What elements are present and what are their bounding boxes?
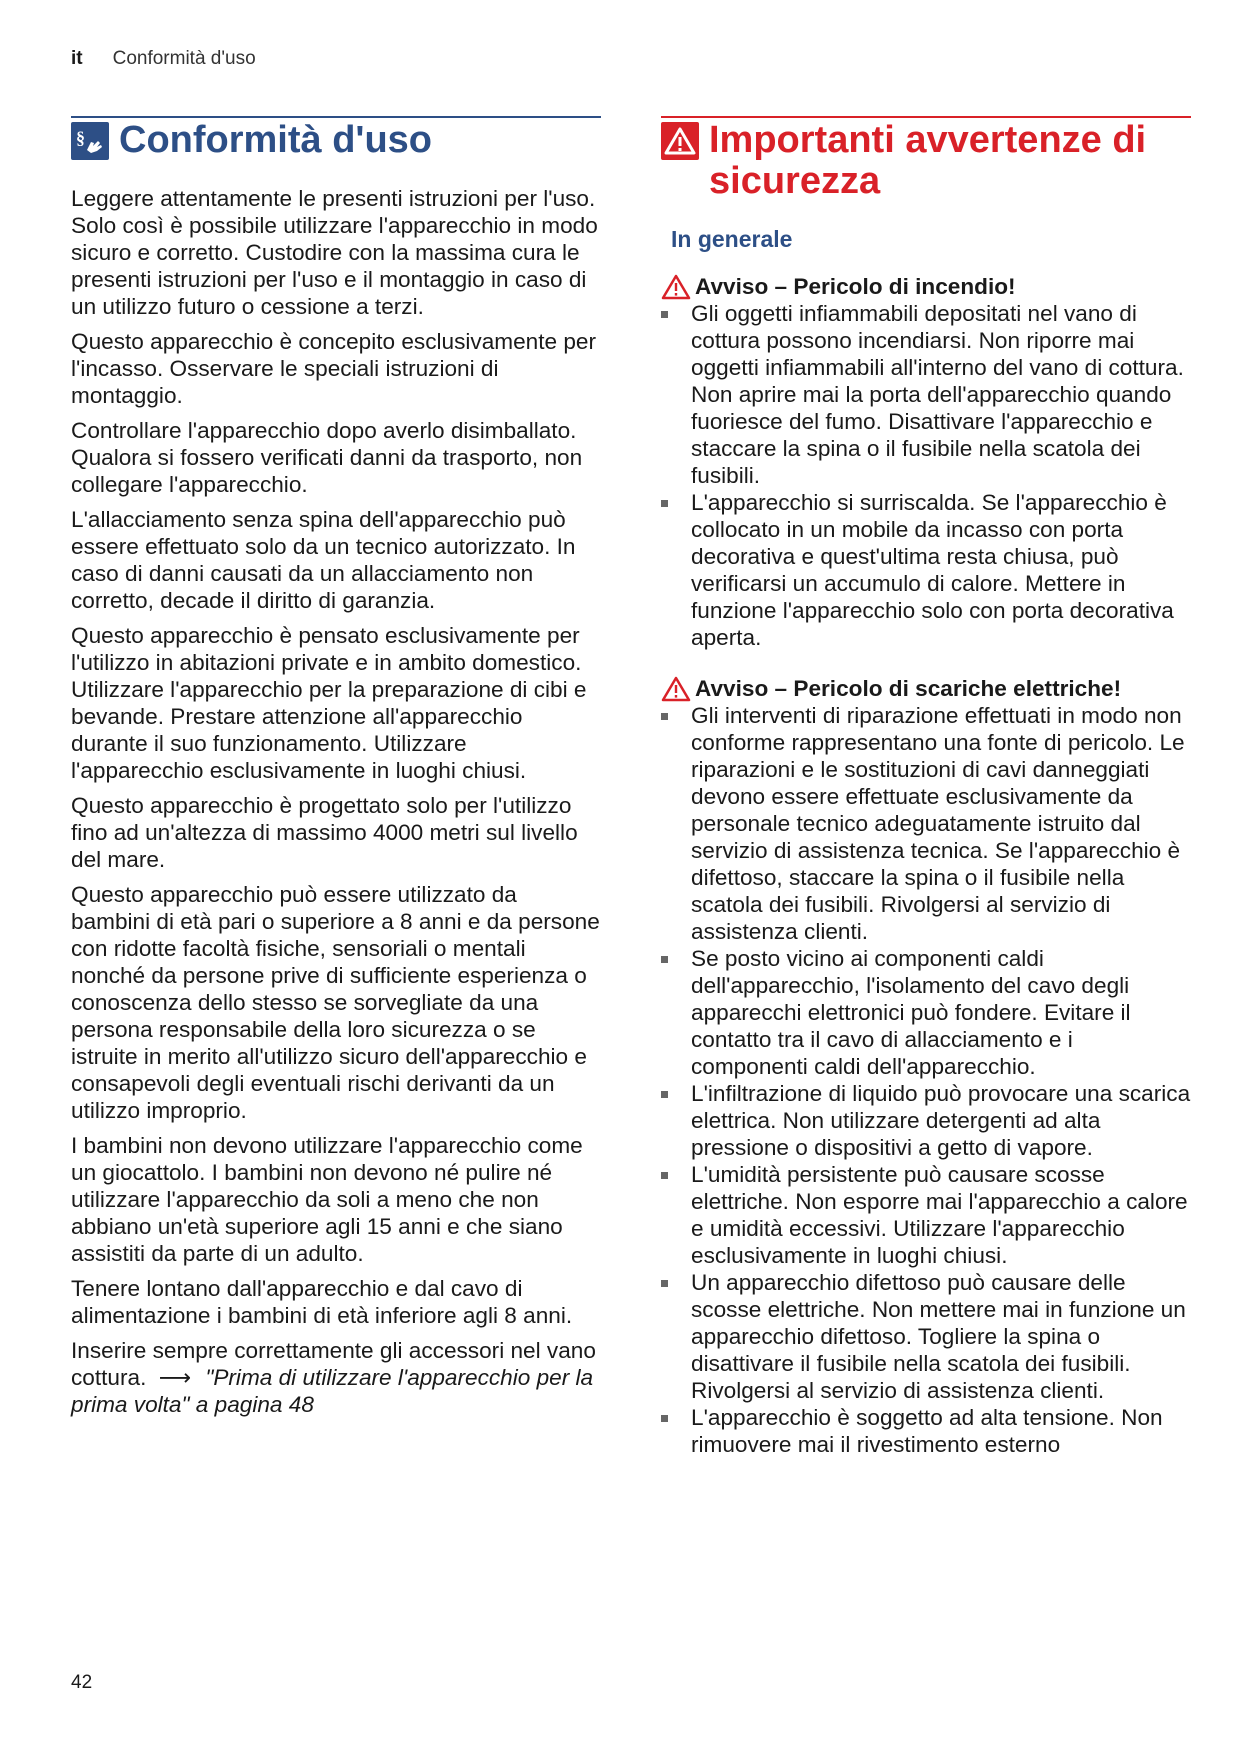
bullet-square-icon	[661, 1280, 668, 1287]
warning-heading	[661, 675, 1191, 702]
list-item: L'apparecchio è soggetto ad alta tensione. Non rimuovere mai il rivestimento esterno	[661, 1404, 1191, 1458]
list-item: Un apparecchio difettoso può causare delle scosse elettriche. Non mettere mai in funzione un apparecchio difettoso. Togliere la spina o disattivare il fusibile nella scatola dei fusibili. Rivolgersi al servizio di assistenza clienti.	[661, 1269, 1191, 1404]
warning-triangle-icon	[661, 274, 691, 300]
page-reference-link[interactable]: "Prima di utilizzare l'apparecchio per la prima volta" a pagina 48	[71, 1365, 594, 1417]
paragraph: L'allacciamento senza spina dell'apparecchio può essere effettuato solo da un tecnico autorizzato. In caso di danni causati da un allacciamento non corretto, decade il diritto di garanzia.	[71, 507, 576, 613]
list-item: Gli interventi di riparazione effettuati in modo non conforme rappresentano una fonte di pericolo. Le riparazioni e le sostituzioni di cavi danneggiati devono essere effettuate esclusivamente da personale tecnico adeguatamente istruito dal servizio di assistenza tecnica. Se l'apparecchio è difettoso, staccare la spina o il fusibile nella scatola dei fusibili. Rivolgersi al servizio di assistenza clienti.	[661, 702, 1191, 945]
list-item: Gli oggetti infiammabili depositati nel vano di cottura possono incendiarsi. Non riporre mai oggetti infiammabili all'interno del vano di cottura. Non aprire mai la porta dell'apparecchio quando fuoriesce del fumo. Disattivare l'apparecchio e staccare la spina o il fusibile nella scatola dei fusibili.	[661, 300, 1191, 489]
list-item: L'apparecchio si surriscalda. Se l'apparecchio è collocato in un mobile da incasso con porta decorativa e quest'ultima resta chiusa, può verificarsi un accumulo di calore. Mettere in funzione l'apparecchio solo con porta decorativa aperta.	[661, 489, 1191, 651]
paragraph: Tenere lontano dall'apparecchio e dal cavo di alimentazione i bambini di età inferiore agli 8 anni.	[71, 1276, 573, 1328]
left-column	[71, 116, 601, 1426]
section-title-row	[661, 116, 1191, 202]
language-code: it	[71, 48, 83, 69]
warning-title: Avviso – Pericolo di incendio!	[695, 274, 1016, 299]
warning-triangle-icon	[661, 122, 699, 160]
list-item: L'umidità persistente può causare scosse elettriche. Non esporre mai l'apparecchio a calore e umidità eccessivi. Utilizzare l'apparecchio esclusivamente in luoghi chiusi.	[661, 1161, 1191, 1269]
page-header	[71, 48, 256, 70]
section-hand-icon	[71, 122, 109, 160]
paragraph-text: Inserire sempre correttamente gli accessori nel vano cottura.	[71, 1338, 596, 1390]
section-title: Conformità d'uso	[119, 119, 433, 161]
paragraph-with-reference	[71, 1337, 601, 1418]
warning-heading	[661, 273, 1191, 300]
warning-triangle-icon	[661, 676, 691, 702]
warning-title: Avviso – Pericolo di scariche elettriche!	[695, 676, 1122, 701]
svg-text:§: §	[76, 128, 85, 148]
paragraph: Questo apparecchio è pensato esclusivamente per l'utilizzo in abitazioni private e in ambito domestico. Utilizzare l'apparecchio per la preparazione di cibi e bevande. Prestare attenzione all'apparecchio durante il suo funzionamento. Utilizzare l'apparecchio esclusivamente in luoghi chiusi.	[71, 623, 587, 783]
section-title-row	[71, 116, 601, 161]
page-number: 42	[71, 1672, 93, 1693]
list-item: Se posto vicino ai componenti caldi dell'apparecchio, l'isolamento del cavo degli apparecchi elettronici può fondere. Evitare il contatto tra il cavo di allacciamento e i componenti caldi dell'apparecchio.	[661, 945, 1191, 1080]
paragraph: Questo apparecchio è progettato solo per l'utilizzo fino ad un'altezza di massimo 4000 metri sul livello del mare.	[71, 793, 578, 872]
paragraph: Leggere attentamente le presenti istruzioni per l'uso. Solo così è possibile utilizzare l'apparecchio in modo sicuro e corretto. Custodire con la massima cura le presenti istruzioni per l'uso e il montaggio in caso di un utilizzo futuro o cessione a terzi.	[71, 186, 598, 319]
bullet-square-icon	[661, 1172, 668, 1179]
bullet-square-icon	[661, 713, 668, 720]
bullet-square-icon	[661, 956, 668, 963]
right-column	[661, 116, 1191, 1458]
paragraph: Questo apparecchio è concepito esclusivamente per l'incasso. Osservare le speciali istruzioni di montaggio.	[71, 329, 596, 408]
list-item: L'infiltrazione di liquido può provocare una scarica elettrica. Non utilizzare detergenti ad alta pressione o dispositivi a getto di vapore.	[661, 1080, 1191, 1161]
warning-list	[661, 300, 1191, 651]
paragraph: Questo apparecchio può essere utilizzato da bambini di età pari o superiore a 8 anni e da persone con ridotte facoltà fisiche, sensoriali o mentali nonché da persone prive di sufficiente esperienza o conoscenza dello stesso se sorvegliate da una persona responsabile della loro sicurezza o se istruite in merito all'utilizzo sicuro dell'apparecchio e consapevoli degli eventuali rischi derivanti da un utilizzo improprio.	[71, 882, 600, 1123]
section-title: Importanti avvertenze di sicurezza	[709, 119, 1147, 202]
bullet-square-icon	[661, 311, 668, 318]
warning-list	[661, 702, 1191, 1458]
bullet-square-icon	[661, 1415, 668, 1422]
running-section-title: Conformità d'uso	[112, 48, 256, 69]
paragraph: I bambini non devono utilizzare l'apparecchio come un giocattolo. I bambini non devono né pulire né utilizzare l'apparecchio da soli a meno che non abbiano un'età superiore agli 15 anni e che siano assistiti da parte di un adulto.	[71, 1133, 583, 1266]
arrow-right-icon: ⟶	[158, 1365, 192, 1390]
paragraph: Controllare l'apparecchio dopo averlo disimballato. Qualora si fossero verificati danni da trasporto, non collegare l'apparecchio.	[71, 418, 583, 497]
subsection-title: In generale	[671, 226, 793, 252]
bullet-square-icon	[661, 500, 668, 507]
bullet-square-icon	[661, 1091, 668, 1098]
left-body	[71, 185, 601, 1418]
